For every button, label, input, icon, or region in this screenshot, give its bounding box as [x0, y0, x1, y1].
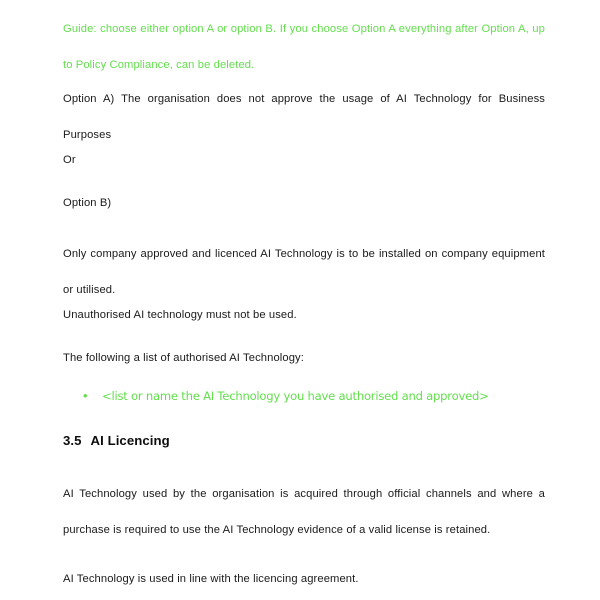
- or-separator-block: [63, 151, 545, 169]
- option-b-text: Option B): [63, 197, 112, 209]
- guide-note-block: [63, 11, 545, 83]
- or-separator-text: Or: [63, 154, 76, 166]
- approved-licenced-block: [63, 236, 545, 308]
- list-item: [63, 388, 545, 404]
- unauthorised-block: [63, 306, 545, 324]
- page-title: [63, 432, 545, 450]
- approved-licenced-text: Only company approved and licenced AI Technology is to be installed on company equipment or utilised.: [63, 248, 545, 296]
- section-heading-block: [63, 432, 545, 450]
- option-b-block: [63, 194, 545, 212]
- section-number: 3.5: [63, 433, 82, 448]
- option-a-block: [63, 81, 545, 153]
- in-line-paragraph-text: AI Technology is used in line with the licencing agreement.: [63, 573, 359, 585]
- list-item-label: <list or name the AI Technology you have authorised and approved>: [102, 389, 489, 403]
- acquired-paragraph-text: AI Technology used by the organisation is acquired through official channels and where a purchase is required to use the AI Technology evidence of a valid license is retained.: [63, 488, 545, 536]
- unauthorised-text: Unauthorised AI technology must not be used.: [63, 309, 297, 321]
- acquired-paragraph-block: [63, 476, 545, 548]
- in-line-paragraph-block: [63, 570, 545, 588]
- authorised-technology-list: [63, 388, 545, 404]
- following-list-block: [63, 349, 545, 367]
- option-a-text: Option A) The organisation does not approve the usage of AI Technology for Business Purposes: [63, 93, 545, 141]
- section-title: AI Licencing: [90, 433, 170, 448]
- following-list-text: The following a list of authorised AI Technology:: [63, 352, 304, 364]
- guide-note-text: Guide: choose either option A or option B. If you choose Option A everything after Option A, up to Policy Compliance, can be deleted.: [63, 23, 545, 71]
- bullet-point-icon: •: [83, 388, 88, 403]
